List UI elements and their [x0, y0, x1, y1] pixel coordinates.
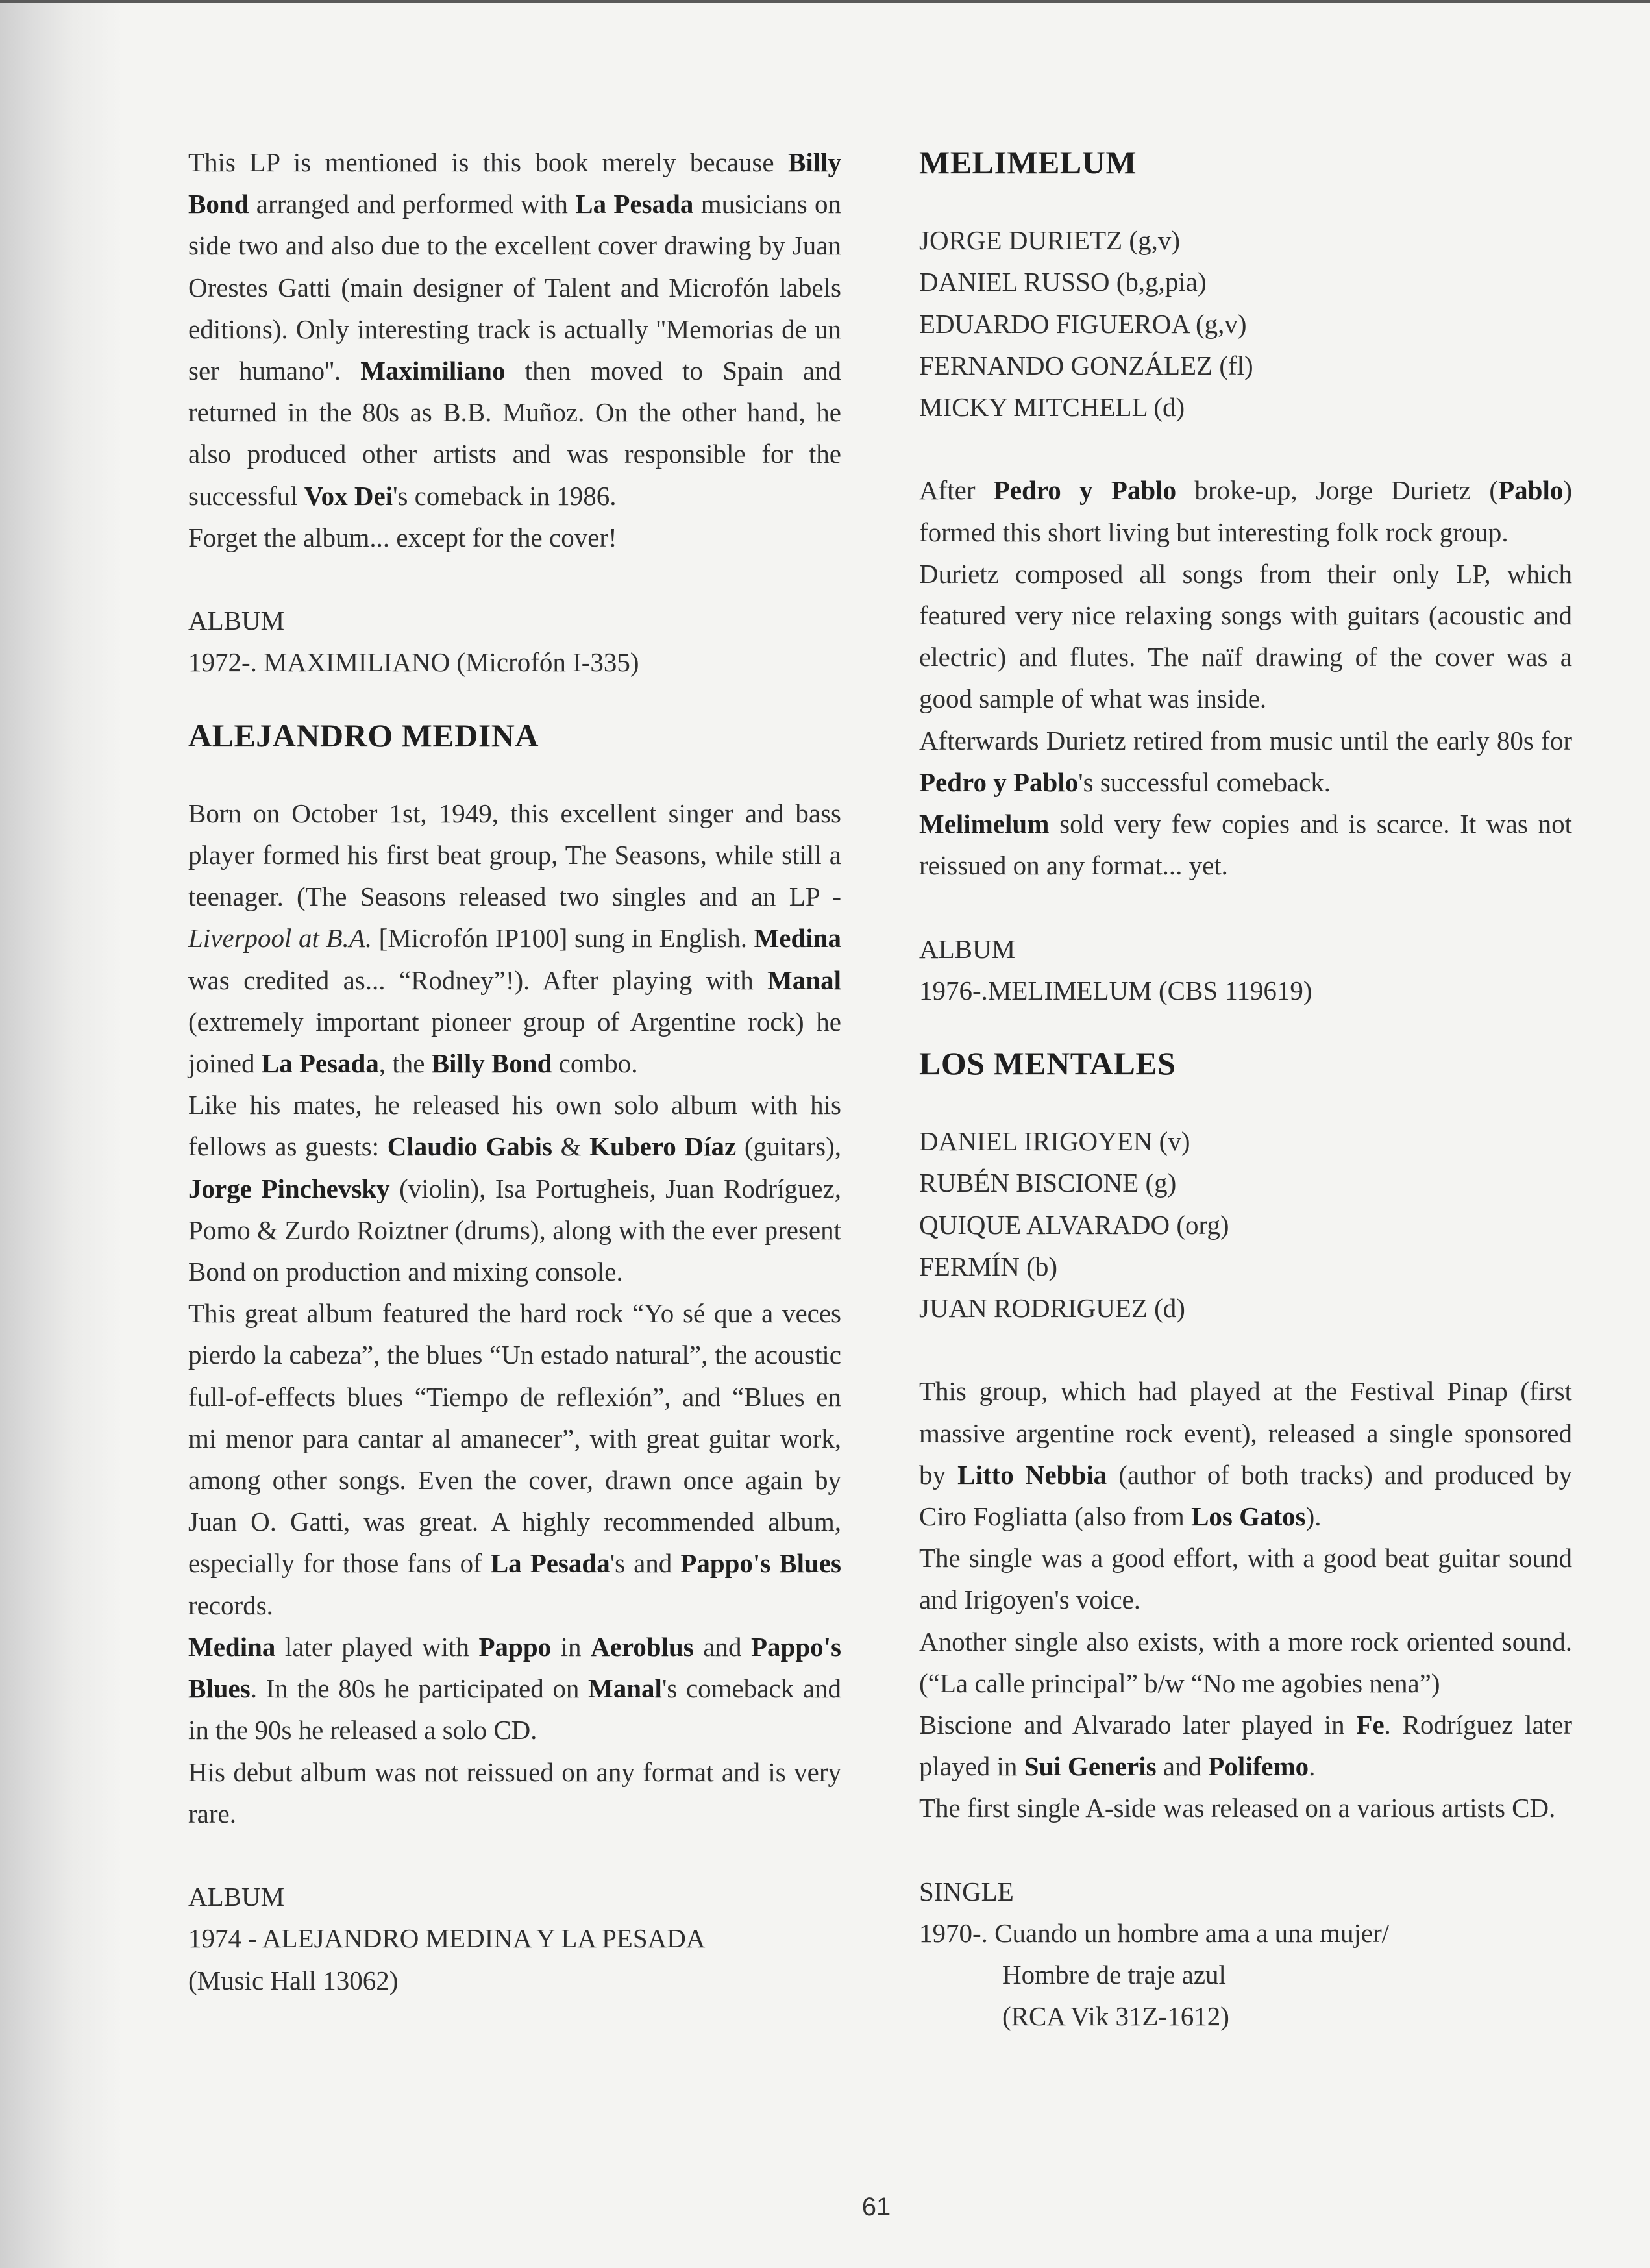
mentales-paragraph-5: The first single A-side was released on a various artists CD.	[919, 1793, 1556, 1823]
mentales-paragraph-2: The single was a good effort, with a good beat guitar sound and Irigoyen's voice.	[919, 1543, 1572, 1615]
single-label: SINGLE	[919, 1876, 1014, 1906]
top-edge-rule	[0, 0, 1650, 3]
section-title-melimelum: MELIMELUM	[919, 144, 1137, 180]
medina-paragraph-4: Medina later played with Pappo in Aeroblus and Pappo's Blues. In the 80s he participated on Manal's comeback and in the 90s he released a solo CD.	[188, 1631, 841, 1745]
album-entry-2-line-1: 1974 - ALEJANDRO MEDINA Y LA PESADA	[188, 1923, 706, 1954]
member-line: DANIEL RUSSO (b,g,pia)	[919, 267, 1207, 297]
mentales-paragraph-1: This group, which had played at the Festival Pinap (first massive argentine rock event), released a single sponsored by Litto Nebbia (author of both tracks) and produced by Ciro Fogliatta (also from Los Gatos).	[919, 1376, 1572, 1532]
page-number: 61	[861, 2193, 891, 2221]
medina-paragraph-5: His debut album was not reissued on any format and is very rare.	[188, 1756, 841, 1829]
melimelum-paragraph-2: Durietz composed all songs from their only LP, which featured very nice relaxing songs with guitars (acoustic and electric) and flutes. The naïf drawing of the cover was a good sample of what was inside.	[919, 558, 1572, 714]
medina-paragraph-3: This great album featured the hard rock “Yo sé que a veces pierdo la cabeza”, the blues “Un estado natural”, the acoustic full-of-effects blues “Tiempo de reflexión”, and “Blues en mi menor para cantar al amanecer”, with great guitar work, among other songs. Even the cover, drawn once again by Juan O. Gatti, was great. A highly recommended album, especially for those fans of La Pesada's and Pappo's Blues records.	[188, 1298, 841, 1620]
melimelum-paragraph-3: Afterwards Durietz retired from music until the early 80s for Pedro y Pablo's successful comeback.	[919, 725, 1572, 797]
single-entry-line-3: (RCA Vik 31Z-1612)	[1002, 2001, 1229, 2032]
member-line: JORGE DURIETZ (g,v)	[919, 225, 1180, 256]
left-column	[188, 142, 841, 2001]
member-line: QUIQUE ALVARADO (org)	[919, 1209, 1229, 1240]
album-label: ALBUM	[188, 606, 285, 636]
member-line: EDUARDO FIGUEROA (g,v)	[919, 308, 1247, 339]
member-line: RUBÉN BISCIONE (g)	[919, 1168, 1177, 1198]
member-line: JUAN RODRIGUEZ (d)	[919, 1293, 1185, 1324]
mentales-paragraph-4: Biscione and Alvarado later played in Fe. Rodríguez later played in Sui Generis and Polifemo.	[919, 1710, 1572, 1782]
album-entry: 1972-. MAXIMILIANO (Microfón I-335)	[188, 647, 639, 678]
maximiliano-intro-tail: Forget the album... except for the cover!	[188, 522, 617, 552]
melimelum-album-entry: 1976-.MELIMELUM (CBS 119619)	[919, 975, 1312, 1005]
medina-paragraph-2: Like his mates, he released his own solo album with his fellows as guests: Claudio Gabis & Kubero Díaz (guitars), Jorge Pinchevsky (violin), Isa Portugheis, Juan Rodríguez, Pomo & Zurdo Roiztner (drums), along with the ever present Bond on production and mixing console.	[188, 1090, 842, 1287]
melimelum-paragraph-4: Melimelum sold very few copies and is scarce. It was not reissued on any format... yet.	[919, 809, 1572, 881]
mentales-member-list	[919, 1120, 1572, 1329]
medina-paragraph-1: Born on October 1st, 1949, this excellent singer and bass player formed his first beat group, The Seasons, while still a teenager. (The Seasons released two singles and an LP -Liverpool at B.A. [Microfón IP100] sung in English. Medina was credited as... “Rodney”!). After playing with Manal (extremely important pioneer group of Argentine rock) he joined La Pesada, the Billy Bond combo.	[188, 798, 841, 1079]
melimelum-album-label: ALBUM	[919, 933, 1016, 964]
section-title-alejandro-medina: ALEJANDRO MEDINA	[188, 717, 539, 754]
album-entry-2-line-2: (Music Hall 13062)	[188, 1965, 399, 1995]
mentales-paragraph-3: Another single also exists, with a more rock oriented sound. (“La calle principal” b/w “No me agobies nena”)	[919, 1626, 1572, 1698]
book-spine-shadow	[0, 0, 123, 2268]
member-line: DANIEL IRIGOYEN (v)	[919, 1126, 1190, 1157]
right-column	[919, 142, 1572, 2038]
member-line: FERNANDO GONZÁLEZ (fl)	[919, 350, 1253, 380]
single-entry-line-2: Hombre de traje azul	[1002, 1960, 1226, 1990]
member-line: FERMÍN (b)	[919, 1251, 1057, 1281]
melimelum-member-list	[919, 219, 1572, 428]
maximiliano-intro-paragraph: This LP is mentioned is this book merely because Billy Bond arranged and performed with La Pesada musicians on side two and also due to the excellent cover drawing by Juan Orestes Gatti (main designer of Talent and Microfón labels editions). Only interesting track is actually ''Memorias de un ser humano''. Maximiliano then moved to Spain and returned in the 80s as B.B. Muñoz. On the other hand, he also produced other artists and was responsible for the successful Vox Dei's comeback in 1986.	[188, 147, 841, 511]
melimelum-paragraph-1: After Pedro y Pablo broke-up, Jorge Durietz (Pablo) formed this short living but interesting folk rock group.	[919, 475, 1572, 547]
single-entry-line-1: 1970-. Cuando un hombre ama a una mujer/	[919, 1918, 1390, 1949]
member-line: MICKY MITCHELL (d)	[919, 392, 1185, 423]
section-title-los-mentales: LOS MENTALES	[919, 1045, 1176, 1082]
album-label-2: ALBUM	[188, 1882, 285, 1912]
